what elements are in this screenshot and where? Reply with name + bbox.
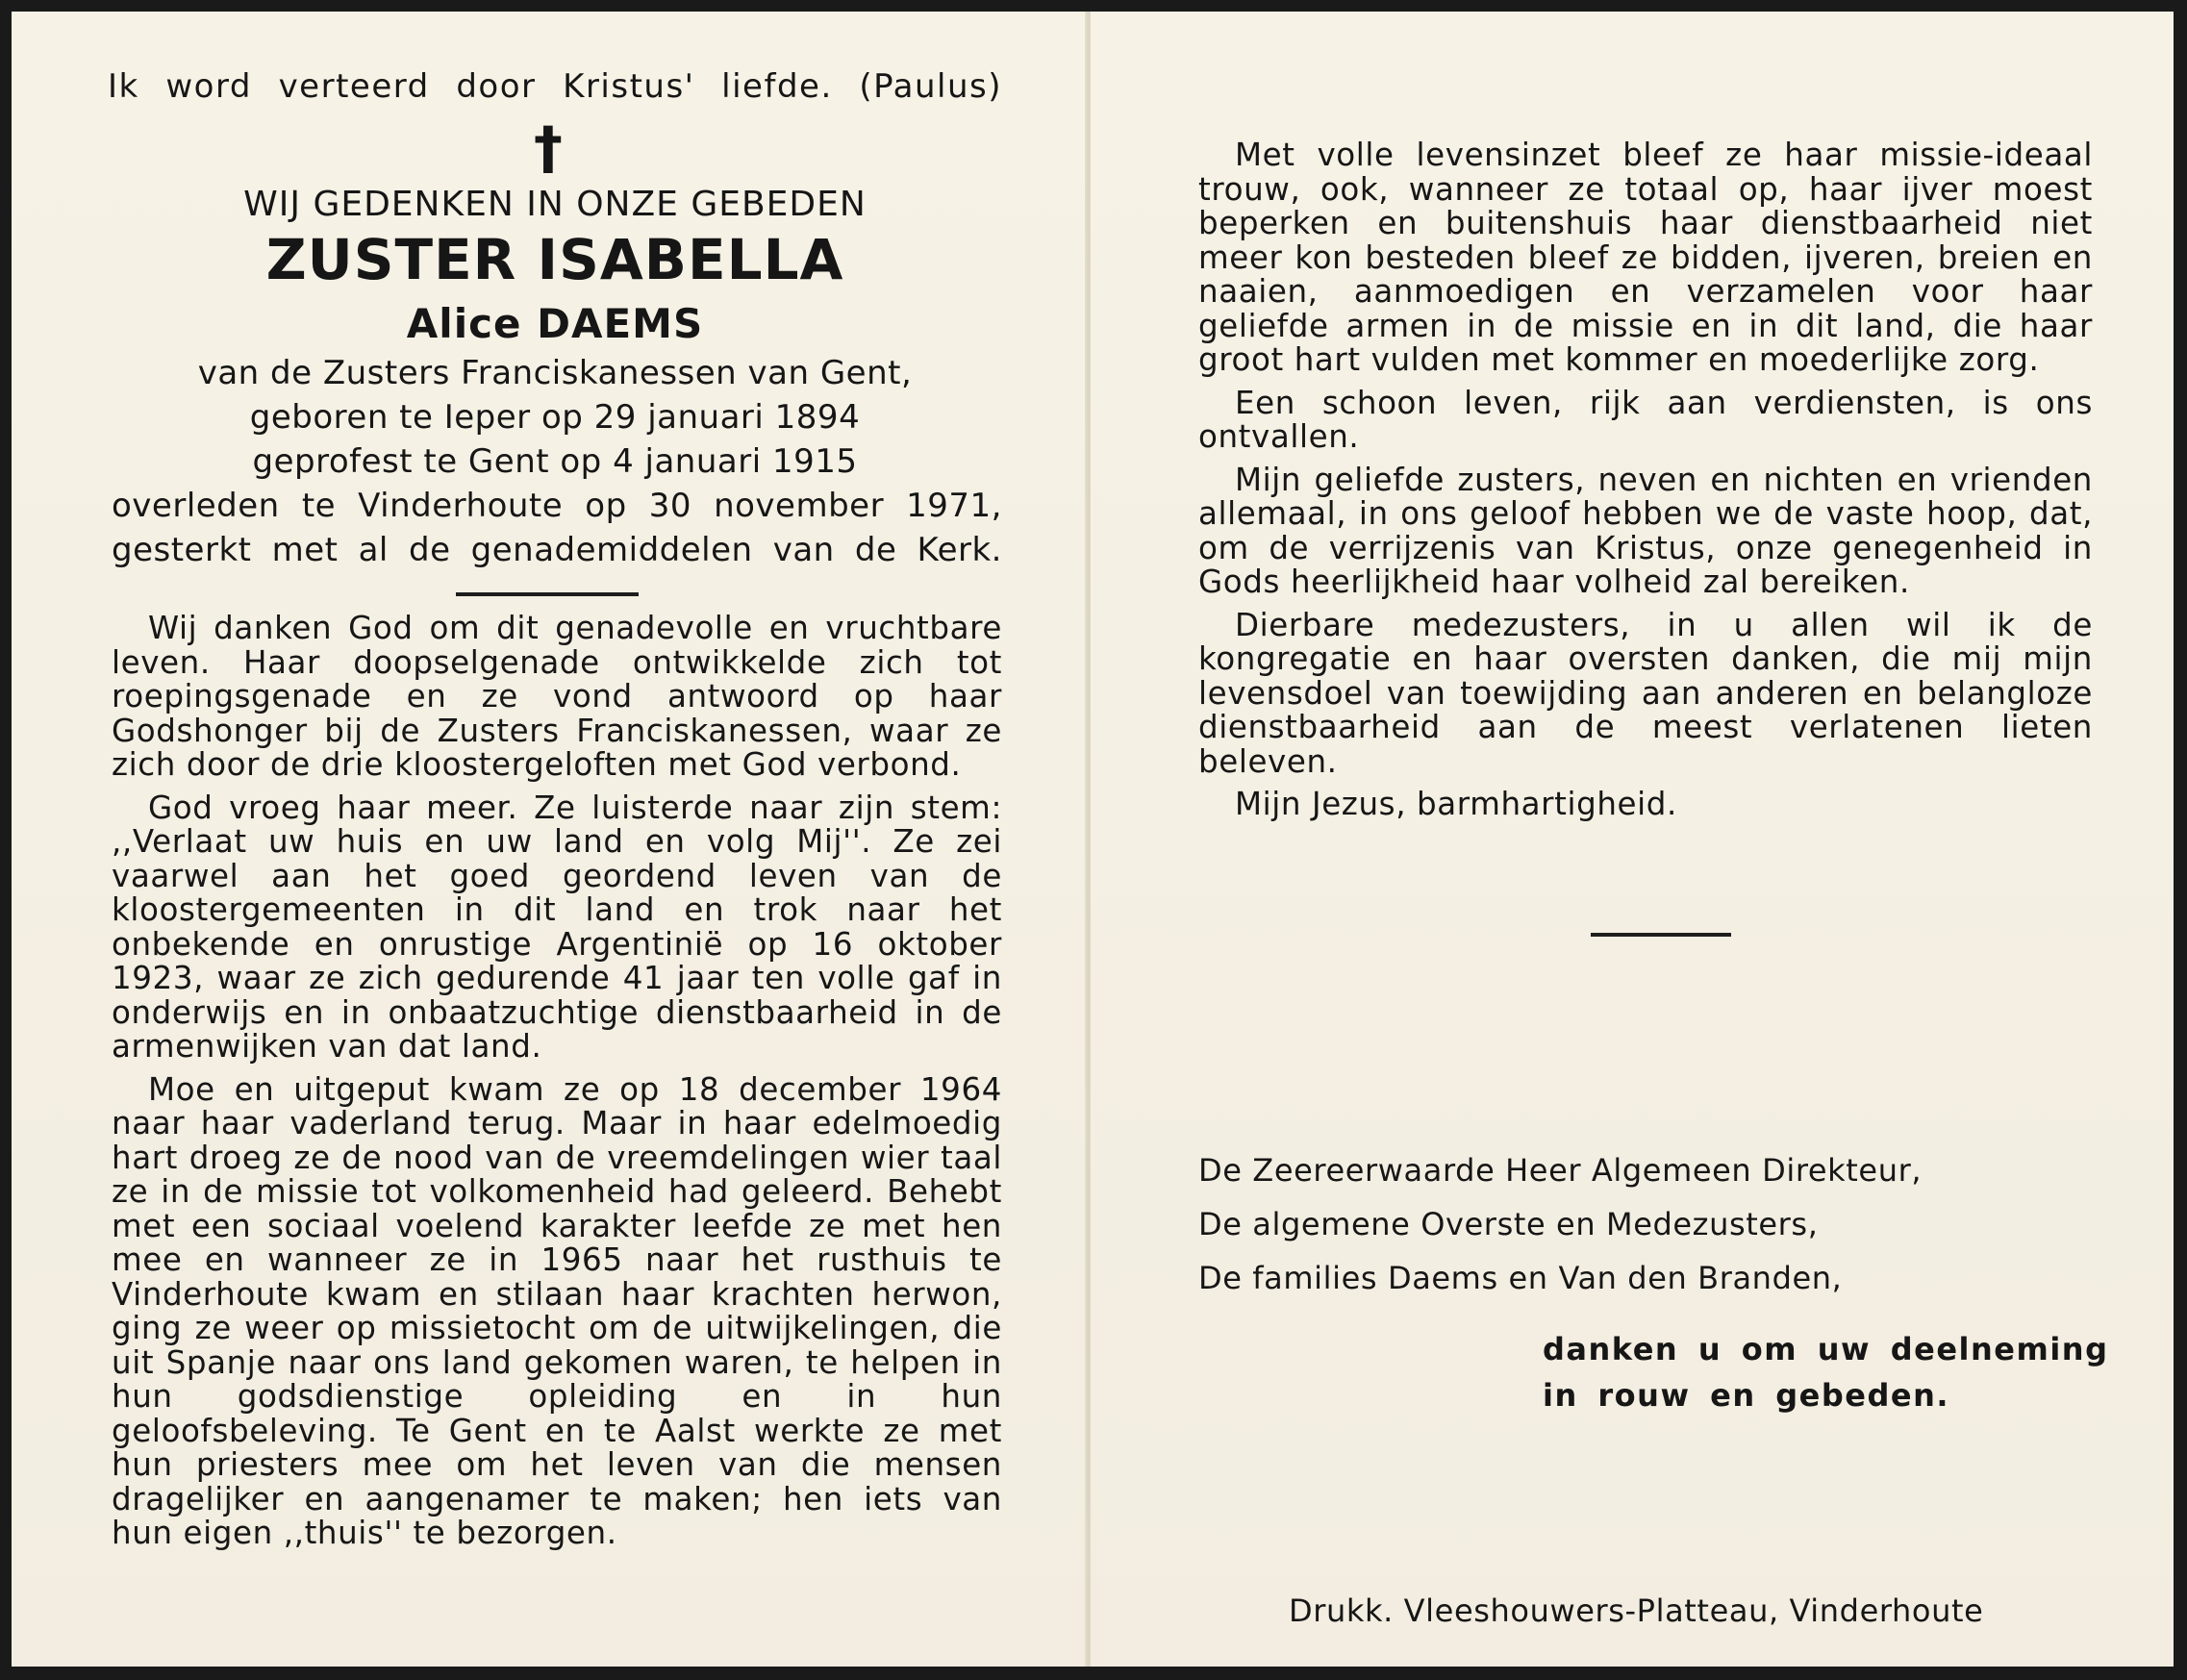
thanks-line-families: De families Daems en Van den Branden, (1198, 1260, 1843, 1296)
printer-credit: Drukk. Vleeshouwers-Platteau, Vinderhoute (1289, 1592, 1984, 1629)
paragraph: Met volle levensinzet bleef ze haar missie-ideaal trouw, ook, wanneer ze totaal op, haar ijver moest beperken en buitenshuis haar dienstbaarheid niet meer kon besteden bleef ze bidden, ijveren, breien en naaien, aanmoedigen en verzamelen voor haar geliefde armen in de missie en in dit land, die haar groot hart vulden met kommer en moederlijke zorg. (1198, 137, 2093, 378)
motto: Ik word verteerd door Kristus' liefde. (Paulus) (108, 67, 1002, 106)
paragraph: Mijn geliefde zusters, neven en nichten en vrienden allemaal, in ons geloof hebben we de vaste hoop, dat, om de verrijzenis van Kristus, onze genegenheid in Gods heerlijkheid haar volheid zal bereiken. (1198, 461, 2093, 600)
remembrance-heading: WIJ GEDENKEN IN ONZE GEBEDEN (243, 185, 867, 224)
left-page (12, 12, 1087, 1667)
religious-name: ZUSTER ISABELLA (265, 227, 844, 292)
profession-line: geprofest te Gent op 4 januari 1915 (252, 442, 858, 481)
paragraph: God vroeg haar meer. Ze luisterde naar zijn stem: ,,Verlaat uw huis en uw land en volg Mij''. Ze zei vaarwel aan het goed geordend leven van de kloostergemeenten in dit land en trok naar het onbekende en onrustige Argentinië op 16 oktober 1923, waar ze zich gedurende 41 jaar ten volle gaf in onderwijs en in onbaatzuchtige dienstbaarheid in de armenwijken van dat land. (112, 789, 1002, 1065)
divider (456, 592, 639, 596)
death-line: overleden te Vinderhoute op 30 november 1971, (112, 487, 1002, 525)
thanks-bold-line: in rouw en gebeden. (1543, 1377, 1950, 1414)
right-body-text (1198, 138, 2093, 831)
paragraph: Mijn Jezus, barmhartigheid. (1235, 786, 1677, 822)
thanks-line-director: De Zeereerwaarde Heer Algemeen Direkteur, (1198, 1152, 1923, 1189)
memorial-card (12, 12, 2174, 1667)
paragraph: Moe en uitgeput kwam ze op 18 december 1964 naar haar vaderland terug. Maar in haar edelmoedig hart droeg ze de nood van de vreemdelingen wier taal ze in de missie tot volkomenheid had geleerd. Behebt met een sociaal voelend karakter leefde ze met hen mee en wanneer ze in 1965 naar het rusthuis te Vinderhoute kwam en stilaan haar krachten herwon, ging ze weer op missietocht om de uitwijkelingen, die uit Spanje naar ons land gekomen waren, te helpen in hun godsdienstige opleiding en in hun geloofsbeleving. Te Gent en te Aalst werkte ze met hun priesters mee om het leven van die mensen dragelijker en aangenamer te maken; hen iets van hun eigen ,,thuis'' te bezorgen. (112, 1070, 1002, 1551)
paragraph: Dierbare medezusters, in u allen wil ik de kongregatie en haar oversten danken, die mij mijn levensdoel van toewijding aan anderen en belangloze dienstbaarheid aan de meest verlatenen lieten beleven. (1198, 606, 2093, 780)
left-body-text (112, 612, 1002, 1560)
paragraph: Wij danken God om dit genadevolle en vruchtbare leven. Haar doopselgenade ontwikkelde zich tot roepingsgenade en ze vond antwoord op haar Godshonger bij de Zusters Franciskanessen, waar ze zich door de drie kloostergeloften met God verbond. (112, 610, 1002, 783)
thanks-line-overste: De algemene Overste en Medezusters, (1198, 1206, 1819, 1242)
thanks-bold-line: danken u om uw deelneming (1543, 1331, 2109, 1367)
civil-name: Alice DAEMS (406, 300, 704, 347)
birth-line: geboren te Ieper op 29 januari 1894 (249, 398, 861, 437)
sacraments-line: gesterkt met al de genademiddelen van de Kerk. (112, 531, 1002, 569)
congregation-line: van de Zusters Franciskanessen van Gent, (197, 354, 913, 392)
cross-icon: † (534, 114, 563, 182)
paragraph: Een schoon leven, rijk aan verdiensten, is ons ontvallen. (1198, 384, 2093, 455)
divider (1591, 933, 1731, 937)
